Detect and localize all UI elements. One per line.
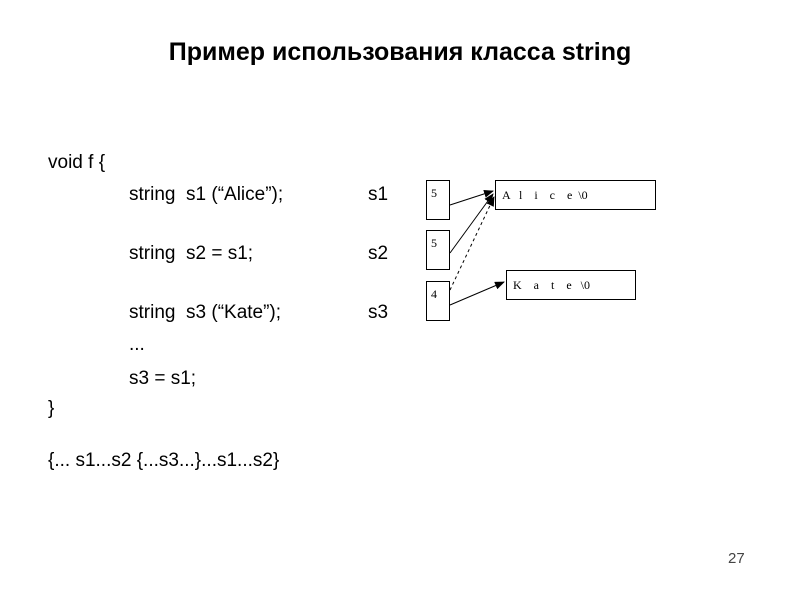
page-number: 27	[728, 550, 745, 567]
label-s3: s3	[368, 302, 389, 323]
string-buffer-kate: K a t e \0	[506, 270, 636, 300]
string-buffer-alice: A l i c e \0	[495, 180, 656, 210]
slide-title: Пример использования класса string	[168, 38, 632, 66]
cell-s3-length: 4	[431, 287, 437, 301]
code-line-s3-decl: string s3 (“Kate”);	[129, 302, 282, 323]
cell-s1-length: 5	[431, 186, 437, 200]
label-s1: s1	[368, 184, 389, 205]
arrow-s3-to-kate	[450, 282, 504, 305]
code-line-close-brace: }	[48, 398, 55, 419]
code-line-void-f: void f {	[48, 152, 106, 173]
label-s2: s2	[368, 243, 389, 264]
code-line-s2-decl: string s2 = s1;	[129, 243, 254, 264]
code-line-s1-decl: string s1 (“Alice”);	[129, 184, 284, 205]
code-line-scope: {... s1...s2 {...s3...}...s1...s2}	[48, 450, 280, 471]
cell-s2-length: 5	[431, 236, 437, 250]
code-line-s3-assign: s3 = s1;	[129, 368, 197, 389]
code-line-ellipsis: ...	[129, 334, 145, 355]
